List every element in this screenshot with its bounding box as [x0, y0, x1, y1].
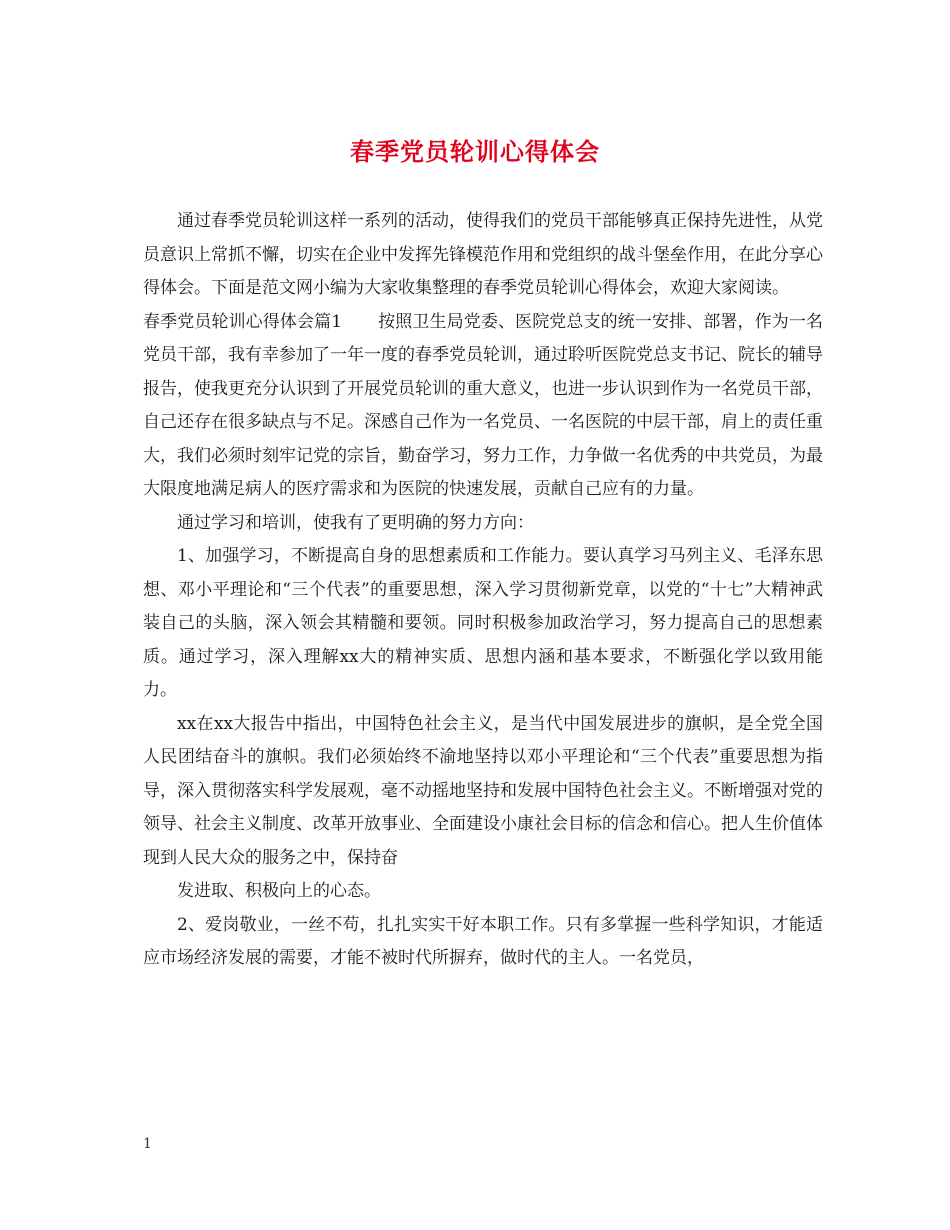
section-text: 按照卫生局党委、医院党总支的统一安排、部署，作为一名党员干部，我有幸参加了一年一度的春季党员轮训，通过聆听医院党总支书记、院长的辅导报告，使我更充分认识到了开展党员轮训的重大意义，也进一步认识到作为一名党员干部，自己还存在很多缺点与不足。深感自己作为一名党员、一名医院的中层干部，肩上的责任重大，我们必须时刻牢记党的宗旨，勤奋学习，努力工作，力争做一名优秀的中共党员，为最大限度地满足病人的医疗需求和为医院的快速发展，贡献自己应有的力量。 — [143, 311, 823, 499]
page-number: 1 — [143, 1136, 152, 1152]
intro-paragraph: 通过春季党员轮训这样一系列的活动，使得我们的党员干部能够真正保持先进性，从党员意识上常抓不懈，切实在企业中发挥先锋模范作用和党组织的战斗堡垒作用，在此分享心得体会。下面是范文网小编为大家收集整理的春季党员轮训心得体会，欢迎大家阅读。 — [143, 211, 823, 298]
point-two-paragraph: 2、爱岗敬业，一丝不苟，扎扎实实干好本职工作。只有多掌握一些科学知识，才能适应市场经济发展的需要，才能不被时代所摒弃，做时代的主人。一名党员， — [143, 914, 823, 968]
report-paragraph: xx在xx大报告中指出，中国特色社会主义，是当代中国发展进步的旗帜，是全党全国人民团结奋斗的旗帜。我们必须始终不渝地坚持以邓小平理论和“三个代表”重要思想为指导，深入贯彻落实科学发展观，毫不动摇地坚持和发展中国特色社会主义。不断增强对党的领导、社会主义制度、改革开放事业、全面建设小康社会目标的信念和信心。把人生价值体现到人民大众的服务之中，保持奋 — [143, 713, 823, 868]
section-paragraph — [143, 306, 823, 507]
point-one-paragraph: 1、加强学习，不断提高自身的思想素质和工作能力。要认真学习马列主义、毛泽东思想、邓小平理论和“三个代表”的重要思想，深入学习贯彻新党章，以党的“十七”大精神武装自己的头脑，深入领会其精髓和要领。同时积极参加政治学习，努力提高自己的思想素质。通过学习，深入理解xx大的精神实质、思想内涵和基本要求，不断强化学以致用能力。 — [143, 546, 823, 700]
direction-paragraph: 通过学习和培训，使我有了更明确的努力方向： — [177, 512, 534, 533]
document-body — [143, 205, 823, 976]
document-title: 春季党员轮训心得体会 — [350, 137, 600, 166]
section-heading: 春季党员轮训心得体会篇1 — [143, 311, 343, 332]
continuation-paragraph: 发进取、积极向上的心态。 — [177, 881, 381, 901]
